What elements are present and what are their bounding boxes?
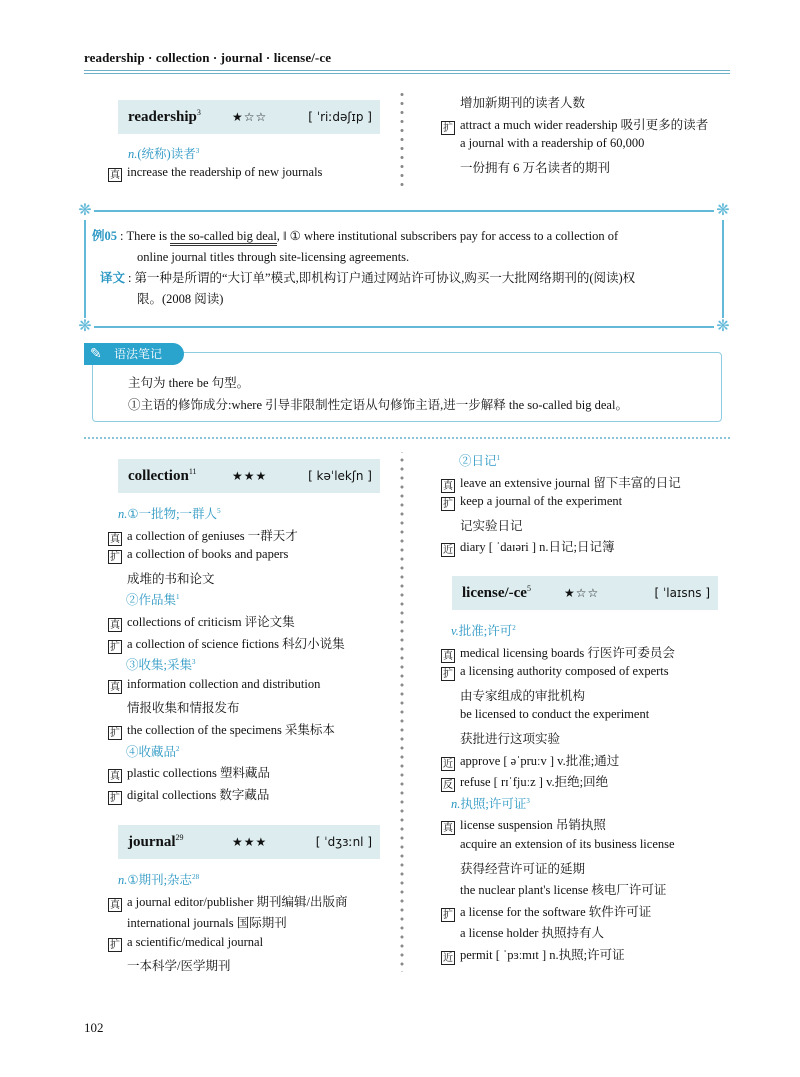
example-line: 增加新期刊的读者人数 (460, 96, 586, 110)
label-badge: 扩 (443, 669, 453, 681)
column-divider-top (397, 92, 407, 187)
translation-line-1: 译文 : 第一种是所谓的“大订单”模式,即机构订户通过网站许可协议,购买一大批网络期刊的(阅读)权 (100, 271, 636, 285)
section-separator (84, 437, 730, 439)
column-divider-bottom (397, 452, 407, 972)
label-badge: 真 (443, 480, 453, 492)
example-line: 真 increase the readership of new journals (110, 165, 323, 181)
pronunciation: [ ˈlaɪsns ] (654, 586, 710, 600)
example-line: 扩 a scientific/medical journal (110, 934, 264, 951)
sense-label: ②作品集$^1$ (126, 593, 180, 608)
sense-label: ③收集;采集$^3$ (126, 658, 196, 673)
sense-label: n.①期刊;杂志$^{28}$ (118, 872, 200, 887)
example-line: 扩 the collection of the specimens 采集标本 (110, 723, 335, 739)
example-line: 一本科学/医学期刊 (127, 959, 231, 974)
label-badge: 扩 (443, 122, 453, 134)
label-badge: 近 (443, 758, 453, 770)
example-label: 例05 (92, 229, 118, 243)
sense-label: v.批准;许可$^2$ (451, 623, 516, 638)
grammar-line-1: 主句为 there be 句型。 (128, 376, 250, 390)
entry-header-collection (118, 459, 380, 493)
example-line: 扩 a collection of science fictions 科幻小说集 (110, 636, 345, 653)
example-line: 真 collections of criticism 评论文集 (110, 615, 295, 631)
example-line: 扩 a license for the software 软件许可证 (443, 904, 652, 921)
label-badge: 扩 (110, 641, 120, 653)
example-line: 真 leave an extensive journal 留下丰富的日记 (443, 475, 681, 492)
sense-label: ④收藏品$^2$ (126, 744, 180, 759)
example-line: 近 permit [ ˈpɜːmɪt ] n.执照;许可证 (443, 948, 625, 964)
sense-label: n.(统称)读者$^3$ (128, 146, 200, 161)
entry-header-license (452, 576, 718, 610)
translation-label: 译文 (100, 271, 126, 285)
label-badge: 真 (443, 823, 453, 835)
label-badge: 扩 (443, 499, 453, 511)
label-badge: 扩 (110, 728, 120, 739)
example-line: 真 medical licensing boards 行医许可委员会 (443, 645, 675, 662)
example-line: 真 a journal editor/publisher 期刊编辑/出版商 (110, 894, 348, 911)
example-line: 扩 a licensing authority composed of experts (443, 664, 669, 681)
sense-label: ②日记$^1$ (459, 453, 501, 468)
example-line: 一份拥有 6 万名读者的期刊 (460, 160, 611, 175)
pronunciation: [ ˈdʒɜːnl ] (315, 835, 372, 849)
frequency-stars: ★☆☆ (564, 585, 600, 600)
label-badge: 近 (443, 953, 453, 964)
entry-header-readership (118, 100, 380, 134)
example-line: 成堆的书和论文 (127, 571, 215, 586)
example-line: 近 approve [ əˈpruːv ] v.批准;通过 (443, 753, 620, 770)
example-line: a journal with a readership of 60,000 (460, 136, 645, 151)
example-line: 扩 keep a journal of the experiment (443, 494, 623, 511)
example-line: 真 information collection and distribution (110, 676, 321, 693)
label-badge: 真 (110, 681, 120, 693)
pronunciation: [ ˈriːdəʃɪp ] (308, 110, 372, 124)
ornament-icon: ❋ (76, 202, 94, 220)
example-line: international journals 国际期刊 (127, 916, 287, 931)
label-badge: 扩 (443, 909, 453, 921)
label-badge: 真 (110, 620, 120, 631)
example-line: acquire an extension of its business license (460, 837, 675, 851)
headword: license/$-ce^5$ (462, 584, 531, 601)
example-line: 获批进行这项实验 (460, 732, 561, 746)
example-line: 记实验日记 (460, 518, 523, 533)
pronunciation: [ kəˈlekʃn ] (308, 469, 372, 483)
example-sentence-line-2: online journal titles through site-licensing agreements. (137, 250, 410, 264)
label-badge: 真 (443, 650, 453, 662)
translation-line-2: 限。(2008 阅读) (137, 292, 224, 306)
frequency-stars: ★★★ (232, 834, 268, 849)
label-badge: 扩 (110, 792, 120, 804)
grammar-line-2: ①主语的修饰成分:where 引导非限制性定语从句修饰主语,进一步解释 the so-called big deal。 (128, 398, 628, 412)
sense-label: n.①一批物;一群人$^5$ (118, 506, 221, 521)
example-line: 扩 digital collections 数字藏品 (110, 787, 270, 804)
example-line: be licensed to conduct the experiment (460, 707, 650, 722)
example-sentence-line-1: 例05 : There is the so-called big deal, ‖ ① where institutional subscribers pay for access to a collection of (92, 226, 618, 247)
frequency-stars: ★☆☆ (232, 109, 268, 124)
frequency-stars: ★★★ (232, 468, 268, 483)
headword: journal$^{29}$ (128, 833, 184, 850)
example-line: a license holder 执照持有人 (460, 926, 605, 941)
label-badge: 真 (110, 771, 120, 783)
example-line: 真 a collection of geniuses 一群天才 (110, 528, 298, 545)
label-badge: 反 (443, 780, 453, 792)
entry-header-journal (118, 825, 380, 859)
header-rule (84, 70, 730, 74)
ornament-icon: ❋ (714, 318, 732, 336)
example-line: 真 plastic collections 塑料藏品 (110, 766, 271, 783)
running-head: readership · collection · journal · license/-ce (84, 50, 332, 65)
example-line: 扩 attract a much wider readership 吸引更多的读者 (443, 117, 709, 134)
headword: collection$^{11}$ (128, 467, 197, 484)
page-number: 102 (84, 1020, 104, 1035)
label-badge: 近 (443, 545, 453, 557)
example-line: the nuclear plant's license 核电厂许可证 (460, 883, 667, 898)
grammar-tab: ✎ 语法笔记 (84, 343, 184, 365)
example-line: 扩 a collection of books and papers (110, 547, 289, 564)
example-line: 由专家组成的审批机构 (460, 688, 586, 703)
label-badge: 扩 (110, 552, 120, 564)
example-line: 反 refuse [ rɪˈfjuːz ] v.拒绝;回绝 (443, 775, 609, 792)
sense-label: n.执照;许可证$^3$ (451, 796, 530, 811)
label-badge: 真 (110, 533, 120, 545)
example-line: 近 diary [ ˈdaɪəri ] n.日记;日记簿 (443, 540, 615, 557)
example-label-separator: : (120, 229, 124, 243)
ornament-icon: ❋ (714, 202, 732, 220)
example-line: 真 license suspension 吊销执照 (443, 818, 606, 835)
example-line: 情报收集和情报发布 (127, 701, 240, 716)
label-badge: 扩 (110, 939, 120, 951)
label-badge: 真 (110, 899, 120, 911)
example-line: 获得经营许可证的延期 (460, 861, 586, 876)
pen-icon: ✎ (90, 346, 102, 362)
label-badge: 真 (110, 170, 120, 181)
ornament-icon: ❋ (76, 318, 94, 336)
headword: readership$^3$ (128, 108, 201, 125)
